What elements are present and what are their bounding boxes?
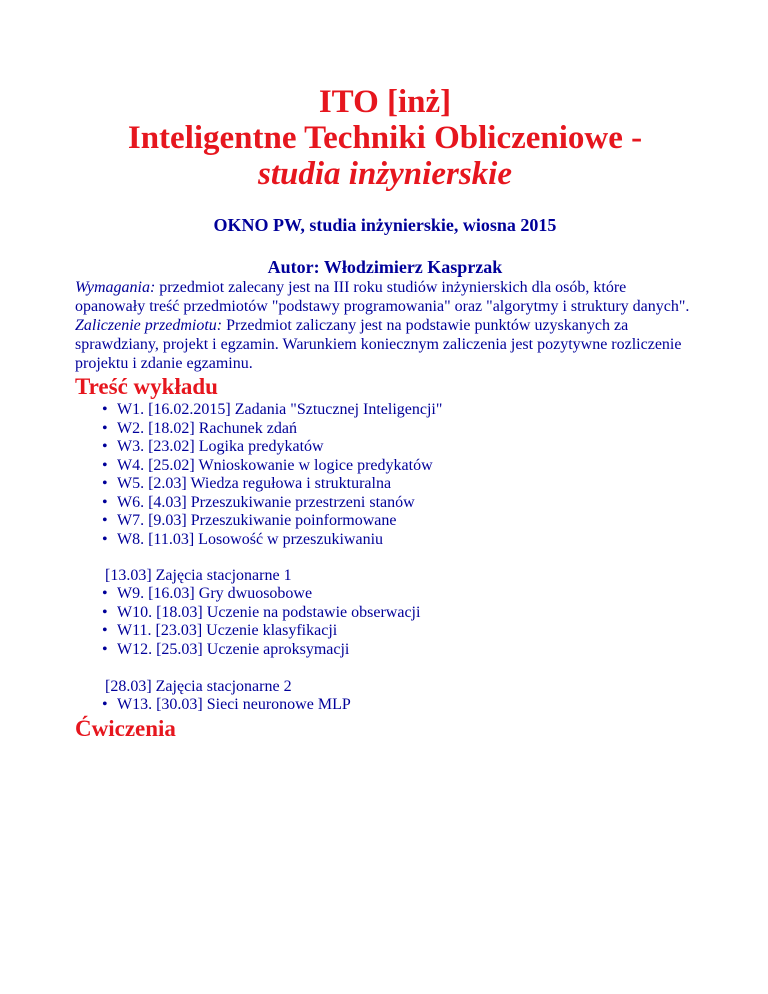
list-item	[75, 531, 695, 550]
requirements-label: Wymagania:	[75, 279, 156, 296]
page-title	[75, 84, 695, 192]
lecture-list-1	[75, 401, 695, 549]
session-note-2: [28.03] Zajęcia stacjonarne 2	[105, 678, 292, 695]
session-note-1: [13.03] Zajęcia stacjonarne 1	[105, 567, 292, 584]
passing-paragraph	[75, 316, 695, 373]
bullet-icon: •	[102, 512, 108, 529]
lecture-heading: Treść wykładu	[75, 374, 218, 399]
requirements-paragraph	[75, 278, 695, 316]
list-item	[75, 622, 695, 641]
title-line-1: ITO [inż]	[318, 84, 452, 120]
bullet-icon: •	[102, 603, 108, 621]
lecture-item-label: W11. [23.03] Uczenie klasyfikacji	[117, 622, 338, 639]
author-line: Autor: Włodzimierz Kasprzak	[267, 257, 503, 277]
list-item	[75, 585, 695, 604]
list-item	[75, 512, 695, 531]
lecture-item-label: W5. [2.03] Wiedza regułowa i strukturalna	[117, 475, 392, 492]
list-item	[75, 641, 695, 660]
bullet-icon: •	[102, 438, 108, 455]
bullet-icon: •	[102, 419, 108, 437]
lecture-item-label: W13. [30.03] Sieci neuronowe MLP	[117, 696, 351, 713]
bullet-icon: •	[102, 530, 108, 548]
bullet-icon: •	[102, 401, 108, 418]
bullet-icon: •	[102, 493, 108, 511]
requirements-text: przedmiot zalecany jest na III roku studiów inżynierskich dla osób, które opanowały treść przedmiotów "podstawy programowania" oraz "algorytmy i struktury danych".	[75, 279, 690, 315]
lecture-item-label: W8. [11.03] Losowość w przeszukiwaniu	[117, 530, 384, 548]
bullet-icon: •	[102, 585, 108, 602]
lecture-item-label: W1. [16.02.2015] Zadania "Sztucznej Inteligencji"	[117, 401, 443, 418]
lecture-item-label: W3. [23.02] Logika predykatów	[117, 438, 324, 455]
passing-text: Przedmiot zaliczany jest na podstawie punktów uzyskanych za sprawdziany, projekt i egzamin. Warunkiem koniecznym zaliczenia jest pozytywne rozliczenie projektu i zdanie egzaminu.	[75, 317, 682, 372]
list-item	[75, 457, 695, 476]
list-item	[75, 696, 695, 715]
lecture-item-label: W4. [25.02] Wnioskowanie w logice predykatów	[117, 456, 433, 474]
lecture-item-label: W10. [18.03] Uczenie na podstawie obserwacji	[117, 603, 421, 621]
lecture-item-label: W2. [18.02] Rachunek zdań	[117, 419, 297, 437]
bullet-icon: •	[102, 456, 108, 474]
passing-label: Zaliczenie przedmiotu:	[75, 317, 223, 334]
lecture-item-label: W6. [4.03] Przeszukiwanie przestrzeni stanów	[117, 493, 415, 511]
lecture-list-3	[75, 696, 695, 715]
list-item	[75, 604, 695, 623]
title-line-3: studia inżynierskie	[258, 156, 512, 192]
lecture-item-label: W9. [16.03] Gry dwuosobowe	[117, 585, 313, 602]
lecture-item-label: W7. [9.03] Przeszukiwanie poinformowane	[117, 512, 397, 529]
bullet-icon: •	[102, 640, 108, 658]
exercise-heading: Ćwiczenia	[75, 715, 176, 741]
lecture-item-label: W12. [25.03] Uczenie aproksymacji	[117, 640, 350, 658]
list-item	[75, 438, 695, 457]
bullet-icon: •	[102, 696, 108, 713]
list-item	[75, 401, 695, 420]
bullet-icon: •	[102, 622, 108, 639]
list-item	[75, 420, 695, 439]
title-line-2: Inteligentne Techniki Obliczeniowe -	[127, 120, 643, 156]
document-page	[75, 0, 695, 743]
bullet-icon: •	[102, 475, 108, 492]
course-info: OKNO PW, studia inżynierskie, wiosna 2015	[213, 215, 557, 235]
list-item	[75, 475, 695, 494]
list-item	[75, 494, 695, 513]
lecture-list-2	[75, 585, 695, 659]
